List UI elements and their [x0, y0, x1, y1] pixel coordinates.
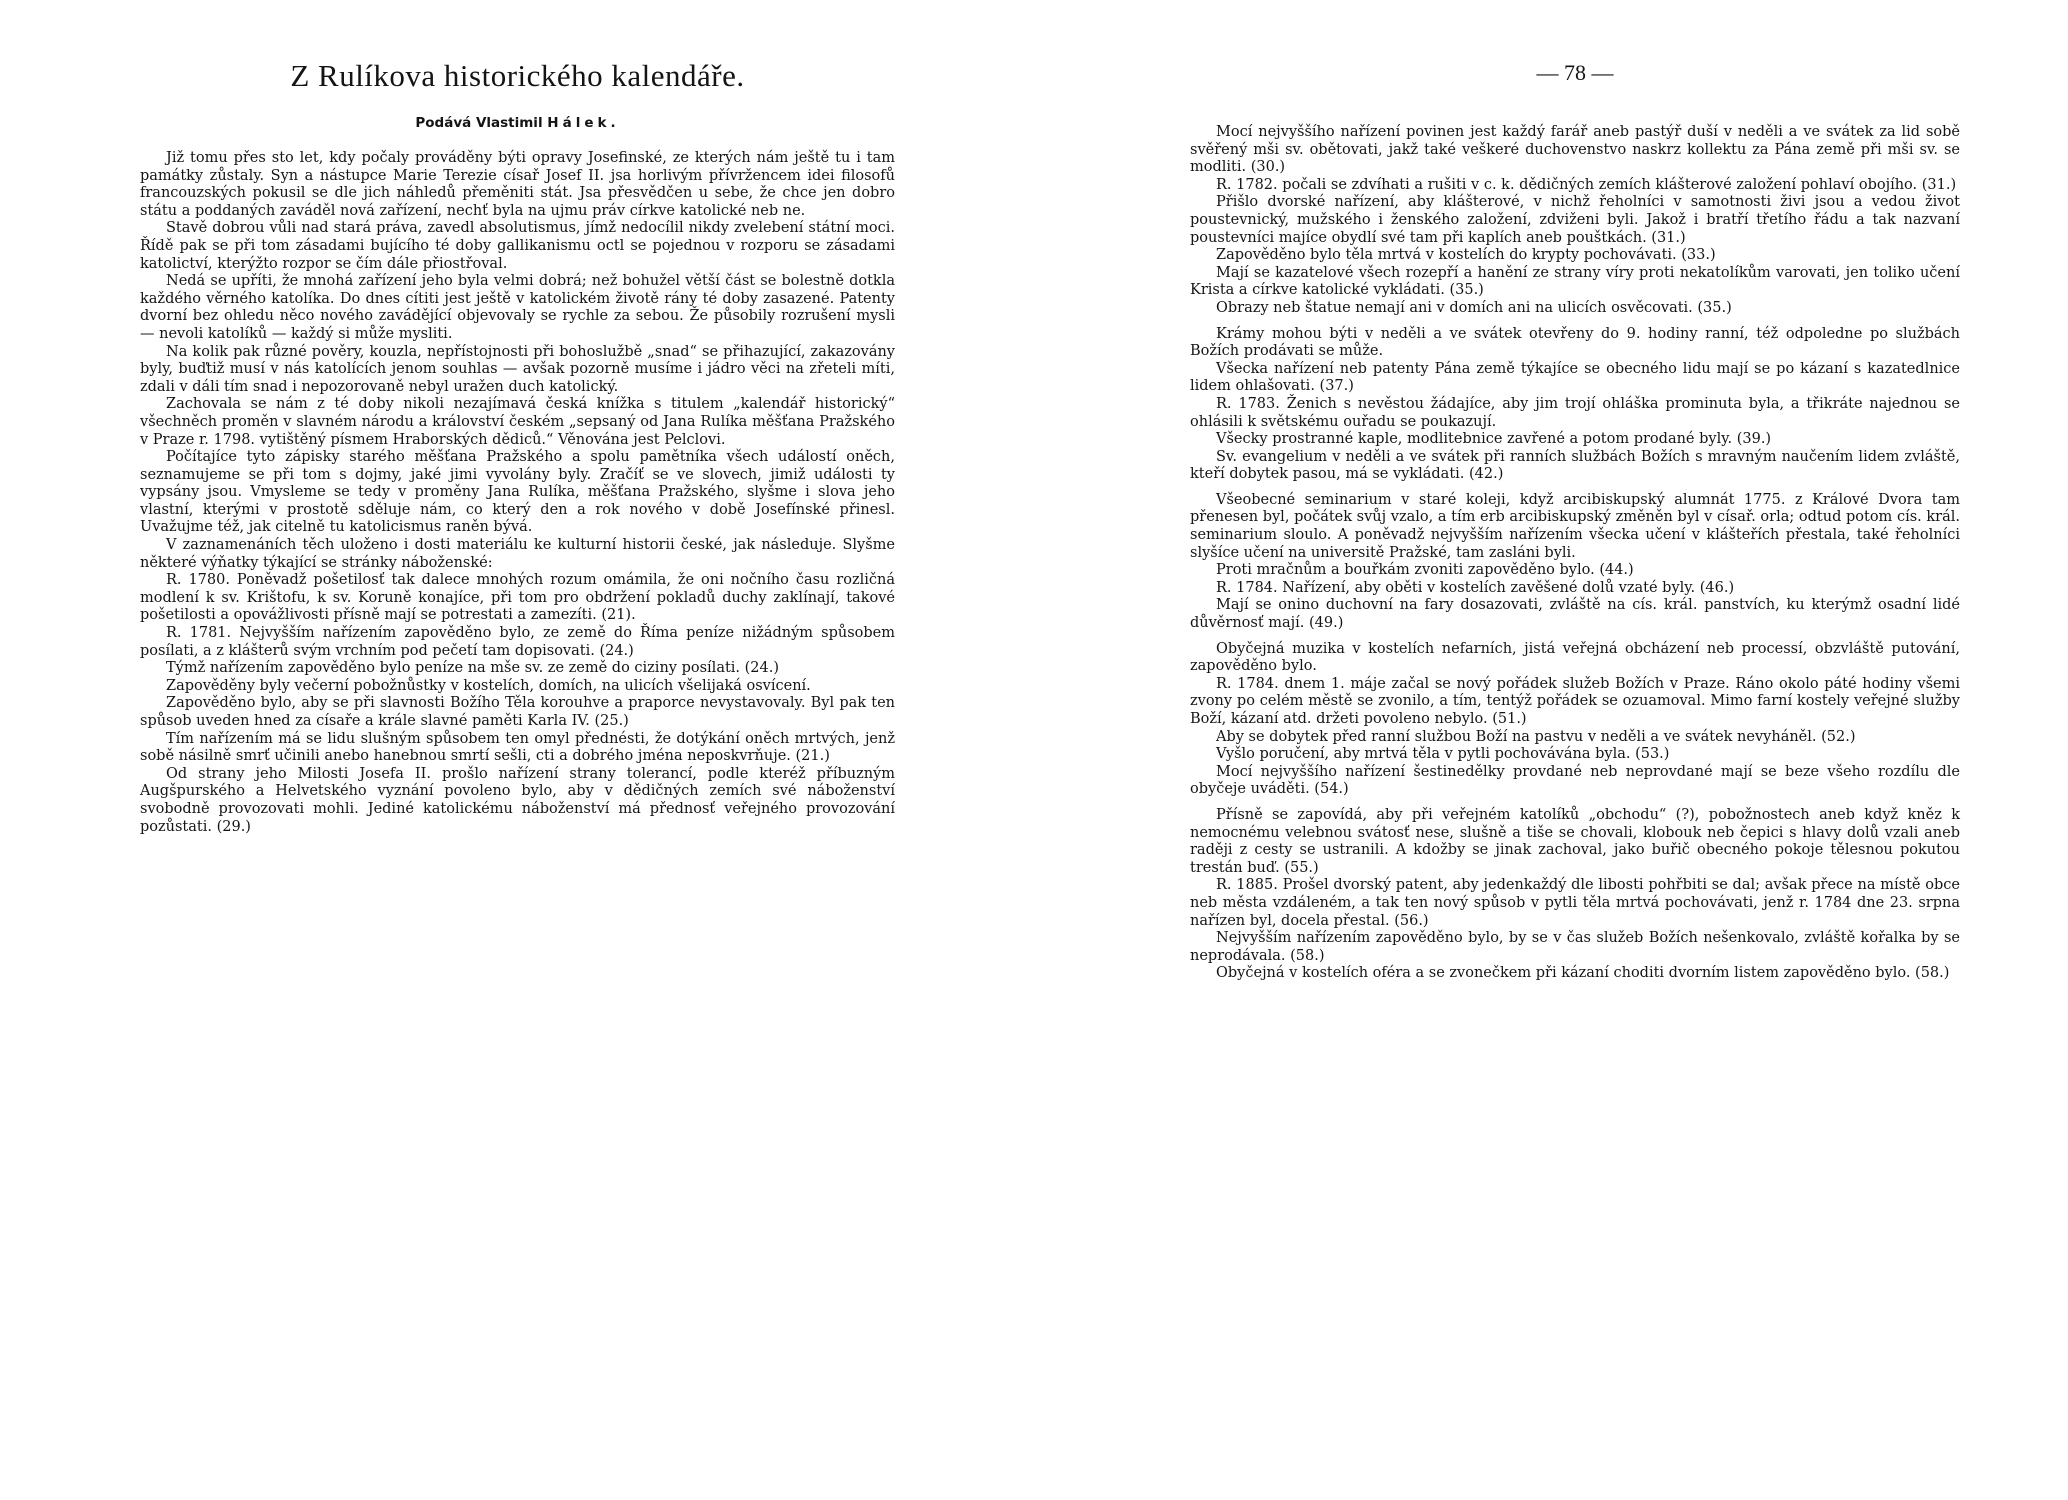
byline	[140, 114, 895, 132]
paragraph: Zapověděno bylo, aby se při slavnosti Božího Těla korouhve a praporce nevystavovaly. Byl pak ten spůsob uveden hned za císaře a krále slavné paměti Karla IV. (25.)	[140, 695, 895, 729]
paragraph: R. 1782. počali se zdvíhati a rušiti v c. k. dědičných zemích klášterové založení pohlaví obojího. (31.)	[1216, 176, 1957, 193]
paragraph: Již tomu přes sto let, kdy počaly prováděny býti opravy Josefinské, ze kterých nám ještě tu i tam památky zůstaly. Syn a nástupce Marie Terezie císař Josef II. jsa horlivým přívržencem idei filosofů francouzských pokusil se dle jich náhledů přeměniti stát. Jsa přesvědčen u sebe, že chce jen dobro státu a poddaných zaváděl nová zařízení, nechť byla na ujmu práv církve katolické neb ne.	[140, 150, 895, 219]
paragraph: Všecka nařízení neb patenty Pána země týkajíce se obecného lidu mají se po kázaní s kazatedlnice lidem ohlašovati. (37.)	[1190, 360, 1960, 395]
paragraph: R. 1784. Nařízení, aby oběti v kostelích zavěšené dolů vzaté byly. (46.)	[1216, 579, 1735, 596]
paragraph: Od strany jeho Milosti Josefa II. prošlo nařízení strany tolerancí, podle kteréž příbuzným Augšpurského a Helvetského vyznání povoleno bylo, aby v dědičných zemích své náboženství svobodně provozovati mohli. Jediné katolickému náboženství má přednosť veřejného provozování pozůstati. (29.)	[140, 765, 895, 835]
paragraph: Proti mračnům a bouřkám zvoniti zapověděno bylo. (44.)	[1216, 562, 1634, 579]
paragraph: R. 1781. Nejvyšším nařízením zapověděno bylo, ze země do Říma peníze nižádným spůsobem posílati, a z klášterů svým vrchním pod pečetí tam dopisovati. (24.)	[140, 625, 895, 659]
paragraph: Přišlo dvorské nařízení, aby klášterové, v nichž řeholníci v samotnosti živi jsou a vedou život poustevnický, mužského i ženského založení, zdviženi byli. Jakož i bratří třetího řádu a tak nazvaní poustevníci majíce obydlí své tam při kaplích aneb pouštkách. (31.)	[1190, 194, 1960, 246]
paragraph: Nejvyšším nařízením zapověděno bylo, by se v čas služeb Božích nešenkovalo, zvláště kořalka by se neprodávala. (58.)	[1190, 930, 1960, 964]
paragraph: R. 1783. Ženich s nevěstou žádajíce, aby jim trojí ohláška prominuta byla, a třikráte najednou se ohlásili k světskému ouřadu se poukazují.	[1190, 395, 1960, 430]
paragraph: R. 1885. Prošel dvorský patent, aby jedenkaždý dle libosti pohřbiti se dal; avšak přece na místě obce neb města vzdáleném, a tak ten nový spůsob v pytli těla mrtvá pochovávati, jenž r. 1784 dne 23. srpna nařízen byl, docela přestal. (56.)	[1190, 877, 1960, 929]
paragraph: Obyčejná muzika v kostelích nefarních, jistá veřejná obcházení neb processí, obzvláště putování, zapověděno bylo.	[1190, 640, 1960, 675]
paragraph: Krámy mohou býti v neděli a ve svátek otevřeny do 9. hodiny ranní, též odpoledne po službách Božích prodávati se může.	[1190, 325, 1960, 360]
paragraph: Mají se kazatelové všech rozepří a hanění ze strany víry proti nekatolíkům varovati, jen toliko učení Krista a církve katolické vykládati. (35.)	[1190, 264, 1960, 299]
left-page-body	[140, 150, 895, 836]
byline-author-surname: Hálek.	[547, 115, 620, 131]
paragraph: Zapověděno bylo těla mrtvá v kostelích do krypty pochovávati. (33.)	[1216, 247, 1716, 264]
paragraph: Obrazy neb štatue nemají ani v domích ani na ulicích osvěcovati. (35.)	[1216, 299, 1732, 316]
paragraph: Počítajíce tyto zápisky starého měšťana Pražského a spolu pamětníka všech událostí oněch, seznamujeme se při tom s dojmy, jaké jimi vyvolány byly. Zračíť se ve slovech, jimiž události ty vypsány jsou. Vmysleme se tedy v proměny Jana Rulíka, měšťana Pražského, slyšme i slova jeho vlastní, kterými v prostotě sděluje nám, co který den a rok nového v době Josefínské přinesl. Uvažujme též, jak citelně tu katolicismus raněn bývá.	[140, 449, 895, 536]
paragraph: Mocí nejvyššího nařízení povinen jest každý farář aneb pastýř duší v neděli a ve svátek za lid sobě svěřený mši sv. obětovati, jakž také veškeré duchovenstvo naskrz kollektu za Pána země při mši sv. se modliti. (30.)	[1190, 124, 1960, 176]
paragraph: Vyšlo poručení, aby mrtvá těla v pytli pochovávána byla. (53.)	[1216, 746, 1670, 763]
paragraph: Tím nařízením má se lidu slušným spůsobem ten omyl přednésti, že dotýkání oněch mrtvých, jenž sobě násilně smrť učinili anebo hanebnou smrtí sešli, cti a dobrého jména neposkvrňuje. (21.)	[140, 730, 895, 765]
paragraph: Zachovala se nám z té doby nikoli nezajímavá česká knížka s titulem „kalendář historický“ všechněch proměn v slavném národu a království českém „sepsaný od Jana Rulíka měšťana Pražského v Praze r. 1798. vytištěný písmem Hraborských dědiců.“ Věnována jest Pelclovi.	[140, 396, 895, 448]
paragraph: Mocí nejvyššího nařízení šestinedělky provdané neb neprovdané mají se beze všeho rozdílu dle obyčeje uváděti. (54.)	[1190, 763, 1960, 798]
paragraph: Mají se onino duchovní na fary dosazovati, zvláště na cís. král. panstvích, ku kterýmž osadní lidé důvěrnosť mají. (49.)	[1190, 597, 1960, 632]
paragraph: Přísně se zapovídá, aby při veřejném katolíků „obchodu“ (?), pobožnostech aneb když kněz k nemocnému velebnou svátosť nese, slušně a tiše se chovali, klobouk neb čepici s hlavy dolů vzali aneb raději z cesty se ustranili. A kdožby se jinak zachoval, jako buřič obecného pokoje tělesnou pokutou trestán buď. (55.)	[1190, 806, 1960, 876]
left-page	[140, 0, 895, 1500]
paragraph: Všecky prostranné kaple, modlitebnice zavřené a potom prodané byly. (39.)	[1216, 431, 1772, 448]
article-title: Z Rulíkova historického kalendáře.	[290, 58, 745, 93]
paragraph: V zaznamenáních těch uloženo i dosti materiálu ke kulturní historii české, jak následuje. Slyšme některé výňatky týkající se stránky náboženské:	[140, 537, 895, 571]
right-page	[1190, 0, 1960, 1500]
paragraph: Na kolik pak různé pověry, kouzla, nepřístojnosti při bohoslužbě „snad“ se přihazující, zakazovány byly, buďtiž musí v nás katolících jenom souhlas — avšak pozorně musíme i jádro věci na zřeteli míti, zdali v dáli tím snad i nepozorovaně nebyl uražen duch katolický.	[140, 343, 895, 395]
paragraph: Aby se dobytek před ranní službou Boží na pastvu v neděli a ve svátek nevyháněl. (52.)	[1216, 728, 1856, 745]
right-page-body	[1190, 124, 1960, 983]
paragraph: Stavě dobrou vůli nad stará práva, zavedl absolutismus, jímž nedocílil nikdy zvelebení státní moci. Řídě pak se při tom zásadami bujícího té doby gallikanismu octl se pojednou v rozporu se zásadami katolictví, kterýžto rozpor se čím dále přiostřoval.	[140, 220, 895, 272]
paragraph: Zapověděny byly večerní pobožnůstky v kostelích, domích, na ulicích všelijaká osvícení.	[166, 677, 811, 694]
paragraph: Obyčejná v kostelích oféra a se zvonečkem při kázaní choditi dvorním listem zapověděno bylo. (58.)	[1216, 965, 1950, 982]
paragraph: Všeobecné seminarium v staré koleji, když arcibiskupský alumnát 1775. z Králové Dvora tam přenesen byl, počátek svůj vzalo, a tím erb arcibiskupský změněn byl v císař. orla; odtud potom cís. král. seminarium sloulo. A poněvadž nejvyšším nařízením všecka učení v klášteřích přestala, také řeholníci slyšíce učení na universitě Pražské, tam zasláni byli.	[1190, 491, 1960, 561]
paragraph: R. 1780. Poněvadž pošetilosť tak dalece mnohých rozum omámila, že oni nočního času rozličná modlení k sv. Krištofu, k sv. Koruně konajíce, při tom pro obdržení pokladů duchy zaklínají, takové pošetilosti a opovážlivosti přísně mají se potrestati a zamezíti. (21).	[140, 572, 895, 624]
page-number: — 78 —	[1536, 60, 1614, 85]
paragraph: Týmž nařízením zapověděno bylo peníze na mše sv. ze země do ciziny posílati. (24.)	[166, 660, 780, 677]
paragraph: Sv. evangelium v neděli a ve svátek při ranních službách Božích s mravným naučením lidem zvláště, kteří dobytek pasou, má se vykládati. (42.)	[1190, 448, 1960, 483]
paragraph: Nedá se upříti, že mnohá zařízení jeho byla velmi dobrá; než bohužel větší část se bolestně dotkla každého věrného katolíka. Do dnes cítiti jest ještě v katolickém životě rány té doby zasazené. Patenty dvorní bez ohledu něco nového zavádějící objevovaly se rychle za sebou. Že působily rozrušení mysli — nevoli katolíků — každý si může mysliti.	[140, 273, 895, 342]
byline-prefix: Podává Vlastimil	[415, 115, 543, 131]
paragraph: R. 1784. dnem 1. máje začal se nový pořádek služeb Božích v Praze. Ráno okolo páté hodiny všemi zvony po celém městě se zvonilo, a tím, tentýž pořádek se ozuamoval. Mimo farní kostely veřejné služby Boží, kázaní atd. držeti povoleno nebylo. (51.)	[1190, 675, 1960, 727]
